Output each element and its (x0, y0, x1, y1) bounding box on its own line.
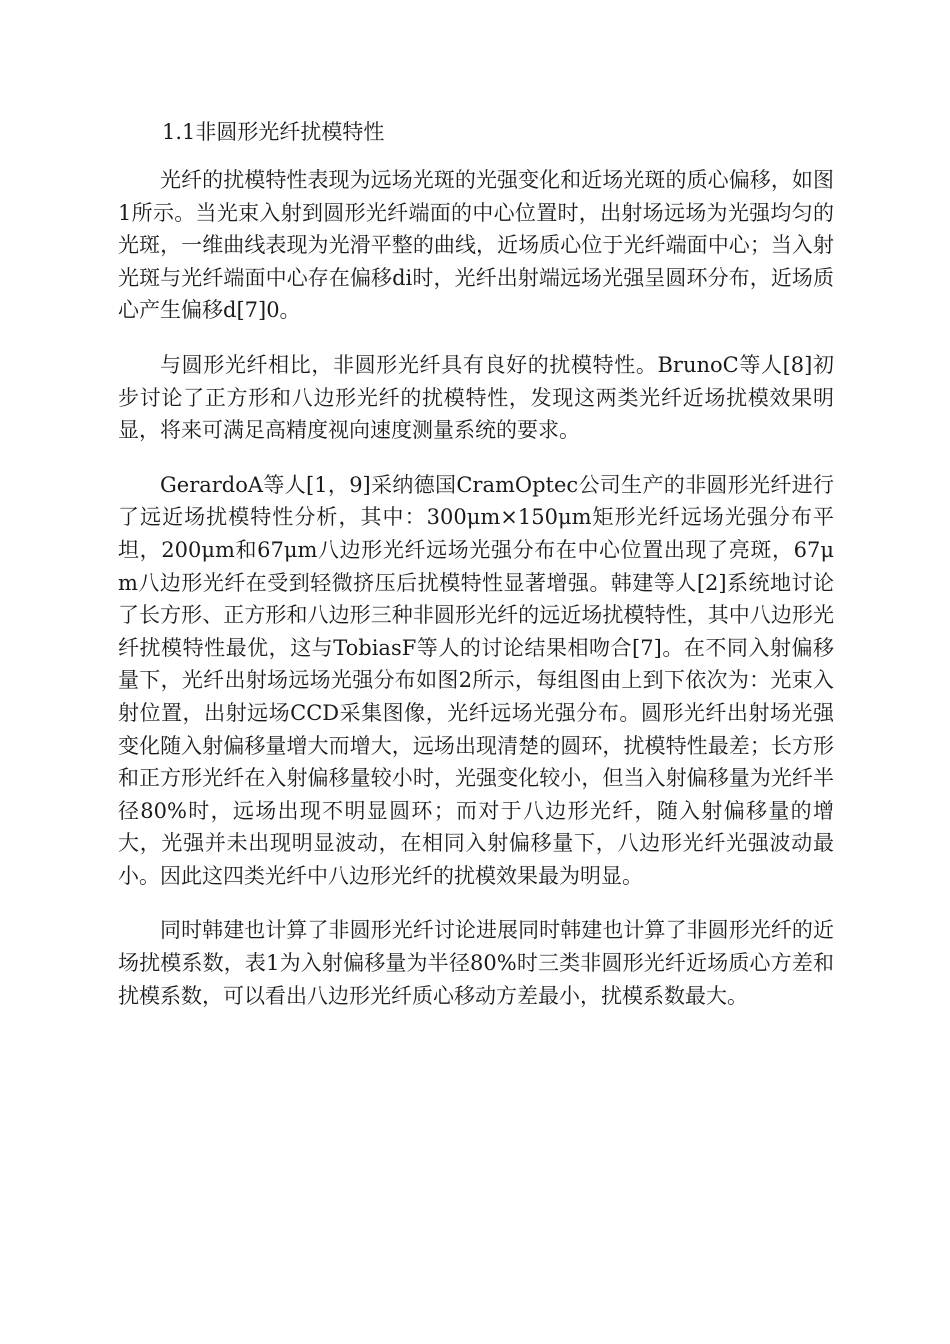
paragraph-2: 与圆形光纤相比，非圆形光纤具有良好的扰模特性。BrunoC等人[8]初步讨论了正方形和八边形光纤的扰模特性，发现这两类光纤近场扰模效果明显，将来可满足高精度视向速度测量系统的要求。 (118, 352, 834, 443)
paragraph-1: 光纤的扰模特性表现为远场光斑的光强变化和近场光斑的质心偏移，如图1所示。当光束入射到圆形光纤端面的中心位置时，出射场远场为光强均匀的光斑，一维曲线表现为光滑平整的曲线，近场质心位于光纤端面中心；当入射光斑与光纤端面中心存在偏移di时，光纤出射端远场光强呈圆环分布，近场质心产生偏移d[7]0。 (118, 168, 834, 323)
paragraph-4: 同时韩建也计算了非圆形光纤讨论进展同时韩建也计算了非圆形光纤的近场扰模系数，表1为入射偏移量为半径80%时三类非圆形光纤近场质心方差和扰模系数，可以看出八边形光纤质心移动方差最小，扰模系数最大。 (118, 918, 834, 1008)
section-heading: 1.1非圆形光纤扰模特性 (162, 120, 385, 144)
paragraph-3: GerardoA等人[1，9]采纳德国CramOptec公司生产的非圆形光纤进行了远近场扰模特性分析，其中：300μm×150μm矩形光纤远场光强分布平坦，200μm和67μm八边形光纤远场光强分布在中心位置出现了亮斑，67μm八边形光纤在受到轻微挤压后扰模特性显著增强。韩建等人[2]系统地讨论了长方形、正方形和八边形三种非圆形光纤的远近场扰模特性，其中八边形光纤扰模特性最优，这与TobiasF等人的讨论结果相吻合[7]。在不同入射偏移量下，光纤出射场远场光强分布如图2所示，每组图由上到下依次为：光束入射位置，出射远场CCD采集图像，光纤远场光强分布。圆形光纤出射场光强变化随入射偏移量增大而增大，远场出现清楚的圆环，扰模特性最差；长方形和正方形光纤在入射偏移量较小时，光强变化较小，但当入射偏移量为光纤半径80%时，远场出现不明显圆环；而对于八边形光纤，随入射偏移量的增大，光强并未出现明显波动，在相同入射偏移量下，八边形光纤光强波动最小。因此这四类光纤中八边形光纤的扰模效果最为明显。 (118, 472, 834, 888)
document-body (118, 112, 834, 1034)
